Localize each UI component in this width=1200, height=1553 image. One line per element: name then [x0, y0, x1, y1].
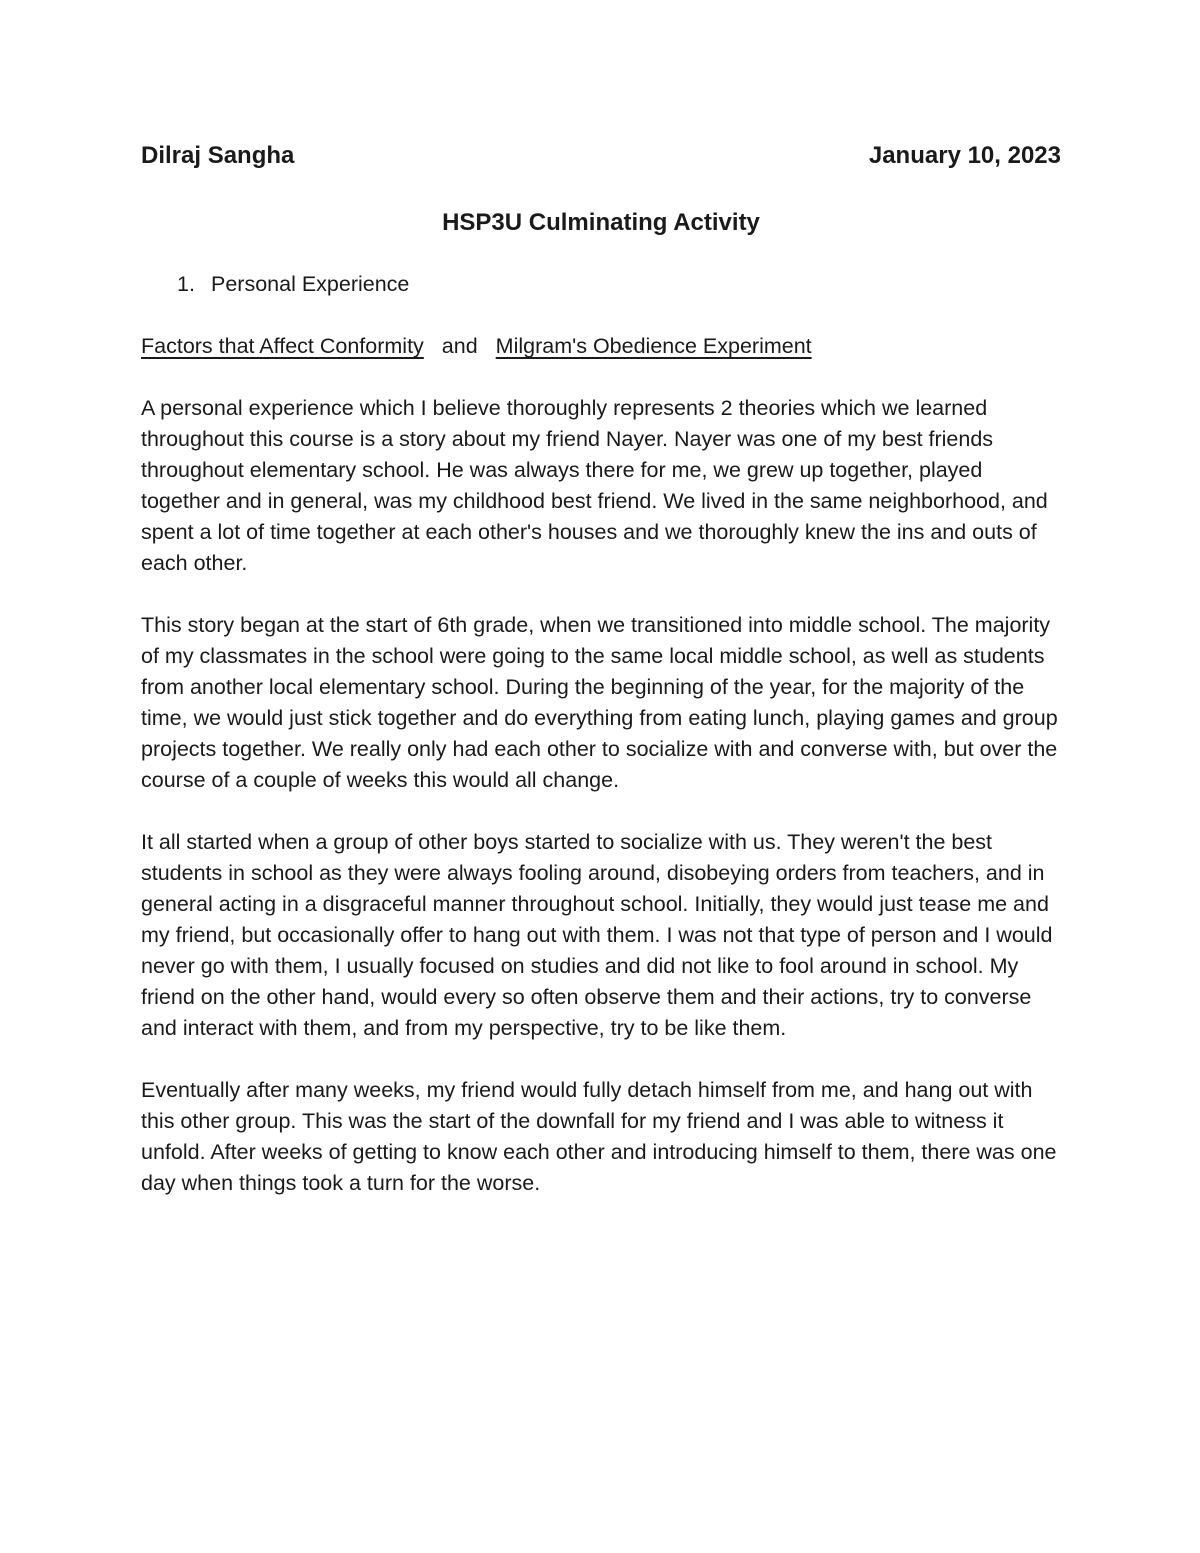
document-page	[141, 140, 1061, 1199]
numbered-list	[141, 269, 1061, 300]
list-item-number: 1.	[177, 272, 195, 296]
paragraph-2: This story began at the start of 6th grade, when we transitioned into middle school. The majority of my classmates in the school were going to the same local middle school, as well as students from another local elementary school. During the beginning of the year, for the majority of the time, we would just stick together and do everything from eating lunch, playing games and group projects together. We really only had each other to socialize with and converse with, but over the course of a couple of weeks this would all change.	[141, 613, 1058, 792]
paragraph-3: It all started when a group of other boys started to socialize with us. They weren't the best students in school as they were always fooling around, disobeying orders from teachers, and in general acting in a disgraceful manner throughout school. Initially, they would just tease me and my friend, but occasionally offer to hang out with them. I was not that type of person and I would never go with them, I usually focused on studies and did not like to fool around in school. My friend on the other hand, would every so often observe them and their actions, try to converse and interact with them, and from my perspective, try to be like them.	[141, 830, 1053, 1040]
list-item	[141, 269, 1061, 300]
topic-milgram: Milgram's Obedience Experiment	[495, 334, 812, 358]
paragraph-4: Eventually after many weeks, my friend would fully detach himself from me, and hang out with this other group. This was the start of the downfall for my friend and I was able to witness it unfold. After weeks of getting to know each other and introducing himself to them, there was one day when things took a turn for the worse.	[141, 1078, 1057, 1195]
topics-line	[141, 331, 1061, 362]
author-name: Dilraj Sangha	[141, 142, 295, 169]
paragraph-1: A personal experience which I believe thoroughly represents 2 theories which we learned throughout this course is a story about my friend Nayer. Nayer was one of my best friends throughout elementary school. He was always there for me, we grew up together, played together and in general, was my childhood best friend. We lived in the same neighborhood, and spent a lot of time together at each other's houses and we thoroughly knew the ins and outs of each other.	[141, 396, 1048, 575]
topic-conformity: Factors that Affect Conformity	[141, 334, 424, 358]
document-title: HSP3U Culminating Activity	[442, 209, 760, 236]
document-date: January 10, 2023	[868, 142, 1061, 169]
list-item-text: Personal Experience	[211, 272, 410, 296]
topic-joiner: and	[441, 334, 478, 358]
header-row	[141, 140, 1061, 172]
